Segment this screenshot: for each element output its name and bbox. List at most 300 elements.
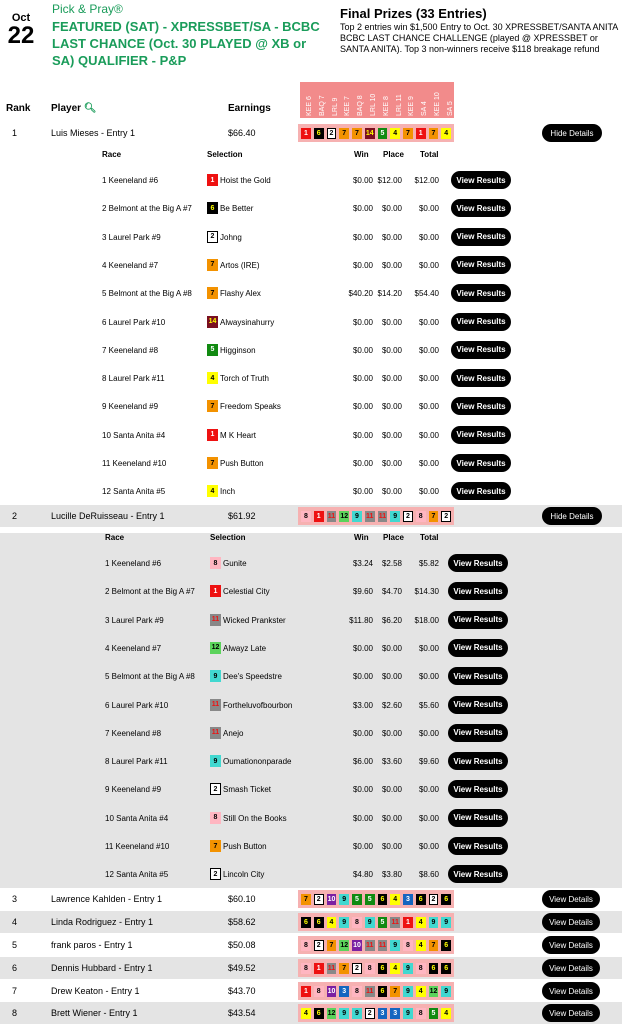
horse-name: Gunite: [223, 559, 247, 568]
race-name: 10 Santa Anita #4: [102, 430, 166, 440]
detail-row: [0, 392, 622, 420]
pick-number: 6: [429, 963, 439, 974]
view-results-button[interactable]: View Results: [448, 780, 508, 798]
view-results-button[interactable]: View Results: [451, 313, 511, 331]
total-value: $0.00: [418, 813, 439, 823]
pick-number: 6: [416, 894, 426, 905]
earnings-cell: $60.10: [228, 894, 256, 904]
race-name: 9 Keeneland #9: [105, 785, 162, 795]
total-value: $0.00: [418, 232, 439, 242]
view-results-button[interactable]: View Results: [448, 752, 508, 770]
horse-name: Artos (IRE): [220, 260, 260, 270]
detail-row: [0, 832, 622, 860]
horse-name: Wicked Prankster: [223, 615, 286, 625]
pick-number: 8: [314, 986, 324, 997]
pick-number: 9: [352, 1008, 362, 1019]
place-value: $0.00: [381, 260, 402, 270]
race-header-label: LRL 11: [395, 94, 403, 116]
pick-number: 11: [378, 512, 387, 520]
place-value: $3.60: [381, 757, 402, 767]
race-name: 11 Keeneland #10: [105, 842, 170, 851]
rank-cell: 4: [12, 917, 18, 927]
view-results-button[interactable]: View Results: [451, 482, 511, 500]
total-value: $5.60: [418, 700, 439, 710]
detail-header-place: Place: [383, 150, 404, 159]
horse-name: Flashy Alex: [220, 289, 261, 299]
detail-row: [0, 804, 622, 832]
pick-number: 11: [366, 987, 374, 995]
view-results-button[interactable]: View Results: [448, 696, 508, 714]
earnings-cell: $50.08: [228, 940, 256, 950]
detail-header-race: Race: [105, 533, 125, 542]
pick-number: 9: [365, 917, 375, 928]
view-results-button[interactable]: View Results: [451, 341, 511, 359]
rank-cell: 7: [12, 986, 18, 996]
pick-number: 8: [403, 940, 413, 951]
pick-number: 2: [365, 1008, 375, 1019]
pick-number: 7: [339, 963, 349, 974]
player-name: Brett Wiener - Entry 1: [51, 1008, 138, 1018]
detail-row: [0, 279, 622, 307]
view-results-button[interactable]: View Results: [451, 228, 511, 246]
detail-row: [0, 421, 622, 449]
win-value: $0.00: [352, 459, 373, 468]
total-value: $0.00: [418, 317, 439, 327]
player-row: [0, 957, 622, 979]
pick-number: 2: [352, 963, 362, 974]
pick-number: 3: [378, 1008, 388, 1019]
total-value: $12.00: [414, 176, 439, 185]
race-header-label: SA 4: [421, 101, 428, 116]
place-value: $4.70: [381, 587, 402, 597]
race-header-col: [300, 82, 313, 118]
win-value: $40.20: [348, 289, 373, 299]
view-results-button[interactable]: View Results: [448, 837, 508, 855]
pick-number: 9: [390, 511, 400, 522]
place-value: $0.00: [381, 430, 402, 440]
pick-number: 5: [378, 128, 388, 139]
horse-name: Dee's Speedstre: [223, 672, 282, 682]
selection-number: 11: [210, 699, 221, 711]
pick-number: 8: [301, 940, 311, 951]
view-details-button[interactable]: View Details: [542, 890, 600, 908]
pick-number: 10: [327, 895, 336, 903]
pick-number: 7: [429, 128, 439, 139]
player-row: [0, 505, 622, 527]
race-name: 7 Keeneland #8: [102, 345, 159, 355]
pick-number: 8: [301, 963, 311, 974]
view-results-button[interactable]: View Results: [451, 454, 511, 472]
pick-number: 4: [441, 128, 451, 139]
selection-number: 6: [207, 202, 218, 214]
detail-row: [0, 662, 622, 690]
pick-number: 1: [301, 986, 311, 997]
total-value: $5.82: [418, 559, 439, 568]
total-value: $9.60: [418, 757, 439, 767]
place-value: $0.00: [381, 402, 402, 412]
details-panel: [0, 150, 622, 510]
view-results-button[interactable]: View Results: [451, 199, 511, 217]
horse-name: Torch of Truth: [220, 374, 269, 384]
race-header-col: [441, 82, 454, 118]
detail-header-race: Race: [102, 150, 122, 159]
selection-number: 2: [210, 783, 221, 795]
total-value: $0.00: [418, 430, 439, 440]
detail-row: [0, 577, 622, 605]
detail-row: [0, 194, 622, 222]
race-name: 8 Laurel Park #11: [105, 757, 168, 767]
place-value: $0.00: [381, 842, 402, 851]
brand-label: Pick & Pray®: [52, 2, 123, 16]
win-value: $0.00: [352, 785, 373, 795]
win-value: $4.80: [352, 870, 373, 880]
detail-row: [0, 364, 622, 392]
place-value: $0.00: [381, 374, 402, 384]
player-row: [0, 934, 622, 956]
pick-number: 9: [403, 963, 413, 974]
race-header-strip: [300, 82, 454, 118]
pick-number: 9: [339, 917, 349, 928]
win-value: $0.00: [352, 643, 373, 653]
selection-number: 2: [210, 868, 221, 880]
pick-number: 3: [390, 1008, 400, 1019]
selection-number: 4: [207, 372, 218, 384]
race-header-col: [402, 82, 415, 118]
detail-row: [0, 251, 622, 279]
horse-name: Celestial City: [223, 587, 270, 597]
pick-number: 2: [327, 128, 337, 139]
view-results-button[interactable]: View Results: [448, 724, 508, 742]
win-value: $3.24: [352, 559, 373, 568]
rank-cell: 5: [12, 940, 18, 950]
pick-number: 8: [416, 511, 426, 522]
total-value: $0.00: [418, 643, 439, 653]
detail-header-selection: Selection: [207, 150, 243, 159]
pick-number: 1: [403, 917, 413, 928]
date-box: [6, 12, 36, 48]
detail-row: [0, 449, 622, 477]
race-header-label: KEE 10: [433, 92, 441, 116]
player-row: [0, 980, 622, 1002]
view-results-button[interactable]: View Results: [451, 426, 511, 444]
detail-row: [0, 719, 622, 747]
detail-row: [0, 166, 622, 194]
place-value: $14.20: [377, 289, 402, 299]
horse-name: Alwaysinahurry: [220, 317, 275, 327]
pick-number: 6: [378, 894, 388, 905]
pick-number: 11: [391, 918, 399, 926]
race-header-col: [428, 82, 441, 118]
selection-number: 14: [207, 316, 218, 328]
view-results-button[interactable]: View Results: [448, 639, 508, 657]
pick-number: 6: [314, 1008, 324, 1019]
detail-row: [0, 691, 622, 719]
pick-number: 12: [327, 1009, 336, 1017]
horse-name: Oumationonparade: [223, 757, 292, 767]
total-value: $0.00: [418, 260, 439, 270]
player-header-label: Player: [51, 103, 82, 114]
race-name: 10 Santa Anita #4: [105, 813, 169, 823]
race-header-label: LRL 9: [331, 97, 339, 116]
place-value: $0.00: [381, 728, 402, 738]
pick-number: 4: [301, 1008, 311, 1019]
pick-number: 4: [416, 986, 426, 997]
pick-number: 10: [327, 987, 336, 995]
earnings-cell: $61.92: [228, 511, 256, 521]
pick-number: 3: [403, 894, 413, 905]
win-value: $6.00: [352, 757, 373, 767]
pick-number: 7: [429, 511, 439, 522]
race-name: 11 Keeneland #10: [102, 459, 167, 468]
rank-cell: 6: [12, 963, 18, 973]
view-details-button[interactable]: View Details: [542, 1004, 600, 1022]
detail-row: [0, 477, 622, 505]
race-name: 3 Laurel Park #9: [105, 615, 164, 625]
race-name: 5 Belmont at the Big A #8: [105, 672, 195, 682]
rank-cell: 2: [12, 511, 18, 521]
selection-number: 7: [207, 400, 218, 412]
win-value: $0.00: [352, 176, 373, 185]
pick-number: 9: [339, 894, 349, 905]
pick-number: 1: [314, 511, 324, 522]
pick-number: 8: [416, 963, 426, 974]
race-name: 3 Laurel Park #9: [102, 232, 161, 242]
horse-name: Still On the Books: [223, 813, 287, 823]
pick-number: 2: [314, 940, 324, 951]
pick-number: 8: [365, 963, 375, 974]
place-value: $0.00: [381, 345, 402, 355]
view-results-button[interactable]: View Results: [451, 369, 511, 387]
view-results-button[interactable]: View Results: [448, 582, 508, 600]
place-value: $0.00: [381, 317, 402, 327]
selection-number: 1: [207, 174, 218, 186]
detail-header-win: Win: [354, 533, 369, 542]
pick-number: 5: [352, 894, 362, 905]
win-value: $0.00: [352, 487, 373, 497]
selection-number: 11: [210, 727, 221, 739]
race-name: 2 Belmont at the Big A #7: [102, 204, 192, 214]
selection-number: 9: [210, 670, 221, 682]
detail-header-selection: Selection: [210, 533, 246, 542]
picks-strip: [298, 913, 454, 931]
pick-number: 11: [327, 512, 336, 520]
detail-row: [0, 223, 622, 251]
search-icon[interactable]: 🔍︎: [83, 103, 97, 114]
detail-row: [0, 860, 622, 888]
pick-number: 6: [441, 894, 451, 905]
selection-number: 5: [207, 344, 218, 356]
horse-name: Anejo: [223, 728, 244, 738]
view-results-button[interactable]: View Results: [448, 611, 508, 629]
earnings-cell: $49.52: [228, 963, 256, 973]
horse-name: Fortheluvofbourbon: [223, 700, 293, 710]
view-results-button[interactable]: View Results: [448, 865, 508, 883]
hide-details-button[interactable]: Hide Details: [542, 124, 602, 142]
player-name: Dennis Hubbard - Entry 1: [51, 963, 153, 973]
pick-number: 9: [352, 511, 362, 522]
detail-row: [0, 308, 622, 336]
pick-number: 4: [416, 917, 426, 928]
player-name: Lucille DeRuisseau - Entry 1: [51, 511, 165, 521]
pick-number: 9: [339, 1008, 349, 1019]
total-value: $0.00: [418, 672, 439, 682]
horse-name: Inch: [220, 487, 236, 497]
detail-row: [0, 549, 622, 577]
event-info: [52, 2, 332, 69]
view-results-button[interactable]: View Results: [448, 809, 508, 827]
pick-number: 12: [429, 987, 438, 995]
player-row: [0, 122, 622, 144]
view-details-button[interactable]: View Details: [542, 913, 600, 931]
win-value: $0.00: [352, 204, 373, 214]
picks-strip: [298, 1004, 454, 1022]
horse-name: Higginson: [220, 345, 256, 355]
horse-name: Johng: [220, 232, 242, 242]
view-results-button[interactable]: View Results: [451, 171, 511, 189]
win-value: $0.00: [352, 345, 373, 355]
pick-number: 10: [353, 941, 361, 949]
total-value: $0.00: [418, 728, 439, 738]
pick-number: 6: [378, 986, 388, 997]
view-results-button[interactable]: View Results: [448, 554, 508, 572]
player-row: [0, 888, 622, 910]
pick-number: 9: [403, 1008, 413, 1019]
total-value: $0.00: [418, 345, 439, 355]
pick-number: 4: [390, 894, 400, 905]
view-results-button[interactable]: View Results: [451, 397, 511, 415]
pick-number: 9: [429, 917, 439, 928]
total-value: $54.40: [414, 289, 439, 299]
total-value: $18.00: [414, 615, 439, 625]
selection-number: 2: [207, 231, 218, 243]
race-name: 9 Keeneland #9: [102, 402, 159, 412]
place-value: $0.00: [381, 232, 402, 242]
total-value: $0.00: [418, 402, 439, 412]
earnings-cell: $43.70: [228, 986, 256, 996]
race-header-col: [377, 82, 390, 118]
place-value: $2.60: [381, 700, 402, 710]
place-value: $0.00: [381, 487, 402, 497]
pick-number: 12: [340, 512, 349, 520]
earnings-header: Earnings: [228, 103, 271, 114]
pick-number: 11: [366, 941, 374, 949]
rank-cell: 1: [12, 128, 18, 138]
selection-number: 11: [210, 614, 221, 626]
total-value: $0.00: [418, 785, 439, 795]
player-header: [51, 103, 97, 114]
win-value: $3.00: [352, 700, 373, 710]
pick-number: 7: [403, 128, 413, 139]
place-value: $2.58: [381, 559, 402, 568]
race-name: 12 Santa Anita #5: [105, 870, 169, 880]
win-value: $0.00: [352, 728, 373, 738]
place-value: $3.80: [381, 870, 402, 880]
pick-number: 9: [441, 986, 451, 997]
race-name: 6 Laurel Park #10: [105, 700, 169, 710]
total-value: $0.00: [418, 204, 439, 214]
player-name: Lawrence Kahlden - Entry 1: [51, 894, 163, 904]
pick-number: 7: [327, 940, 337, 951]
win-value: $0.00: [352, 260, 373, 270]
prizes-description: Top 2 entries win $1,500 Entry to Oct. 30 XPRESSBET/SANTA ANITA BCBC LAST CHANCE CHALLENGE (played @ XPRESSBET or SANTA ANITA). Top 3 non-winners receive $118 breakage refund: [340, 22, 618, 54]
view-details-button[interactable]: View Details: [542, 959, 600, 977]
pick-number: 2: [314, 894, 324, 905]
hide-details-button[interactable]: Hide Details: [542, 507, 602, 525]
date-month: Oct: [11, 12, 31, 24]
race-name: 1 Keeneland #6: [102, 176, 159, 185]
win-value: $9.60: [352, 587, 373, 597]
total-value: $14.30: [414, 587, 439, 597]
selection-number: 7: [207, 457, 218, 469]
race-header-col: [415, 82, 428, 118]
picks-strip: [298, 936, 454, 954]
pick-number: 7: [352, 128, 362, 139]
race-name: 5 Belmont at the Big A #8: [102, 289, 192, 299]
details-panel: [0, 533, 622, 893]
pick-number: 6: [441, 963, 451, 974]
race-header-label: BAQ 8: [357, 95, 364, 116]
horse-name: Push Button: [223, 842, 267, 851]
race-header-col: [338, 82, 351, 118]
race-header-col: [313, 82, 326, 118]
pick-number: 11: [327, 964, 336, 972]
place-value: $0.00: [381, 785, 402, 795]
win-value: $0.00: [352, 402, 373, 412]
selection-number: 8: [210, 557, 221, 569]
view-results-button[interactable]: View Results: [451, 284, 511, 302]
pick-number: 2: [429, 894, 439, 905]
pick-number: 4: [416, 940, 426, 951]
selection-number: 8: [210, 812, 221, 824]
selection-number: 7: [207, 259, 218, 271]
race-name: 4 Keeneland #7: [105, 643, 162, 653]
total-value: $0.00: [418, 459, 439, 468]
race-header-col: [326, 82, 339, 118]
pick-number: 11: [378, 941, 387, 949]
selection-number: 1: [207, 429, 218, 441]
pick-number: 7: [390, 986, 400, 997]
player-name: Luis Mieses - Entry 1: [51, 128, 136, 138]
detail-header-win: Win: [354, 150, 369, 159]
horse-name: Smash Ticket: [223, 785, 272, 795]
view-details-button[interactable]: View Details: [542, 982, 600, 1000]
place-value: $12.00: [377, 176, 402, 185]
pick-number: 14: [365, 129, 374, 137]
pick-number: 7: [301, 894, 311, 905]
earnings-cell: $66.40: [228, 128, 256, 138]
picks-strip: [298, 507, 454, 525]
rank-cell: 8: [12, 1008, 18, 1018]
view-results-button[interactable]: View Results: [448, 667, 508, 685]
pick-number: 5: [378, 917, 388, 928]
pick-number: 7: [339, 128, 349, 139]
race-name: 4 Keeneland #7: [102, 260, 159, 270]
race-header-col: [351, 82, 364, 118]
view-results-button[interactable]: View Results: [451, 256, 511, 274]
pick-number: 6: [441, 940, 451, 951]
picks-strip: [298, 959, 454, 977]
horse-name: Freedom Speaks: [220, 402, 281, 412]
race-header-col: [364, 82, 377, 118]
win-value: $0.00: [352, 232, 373, 242]
horse-name: Alwayz Late: [223, 643, 267, 653]
earnings-cell: $43.54: [228, 1008, 256, 1018]
rank-cell: 3: [12, 894, 18, 904]
selection-number: 7: [210, 840, 221, 852]
prizes-panel: [340, 6, 618, 55]
horse-name: M K Heart: [220, 430, 257, 440]
view-details-button[interactable]: View Details: [542, 936, 600, 954]
